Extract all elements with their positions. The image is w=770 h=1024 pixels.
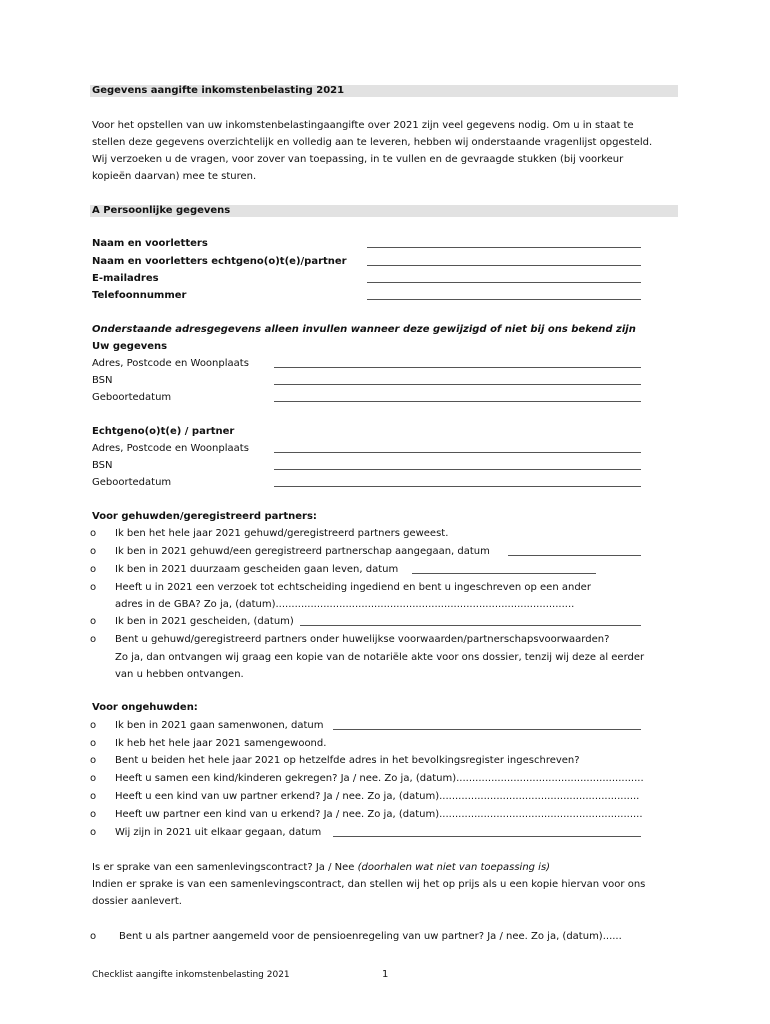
partner-input-adres[interactable] bbox=[274, 452, 641, 453]
intro-line-1: Voor het opstellen van uw inkomstenbelastingaangifte over 2021 zijn veel gegevens nodig. Om u in staat te bbox=[92, 120, 634, 131]
page-number: 1 bbox=[382, 969, 389, 980]
partner-input-bsn[interactable] bbox=[274, 469, 641, 470]
gehuwd-item-4: Heeft u in 2021 een verzoek tot echtscheiding ingediend en bent u ingeschreven op een ander bbox=[115, 582, 591, 593]
gehuwd-heading: Voor gehuwden/geregistreerd partners: bbox=[92, 511, 317, 522]
gehuwd-item-1: Ik ben het hele jaar 2021 gehuwd/geregistreerd partners geweest. bbox=[115, 528, 449, 539]
uw-label-bsn: BSN bbox=[92, 375, 113, 386]
field-input-naam[interactable] bbox=[367, 247, 641, 248]
uw-gegevens-heading: Uw gegevens bbox=[92, 341, 168, 352]
gehuwd-bullet-3: o bbox=[90, 564, 97, 575]
gehuwd-input-datum-gehuwd[interactable] bbox=[508, 555, 641, 556]
uw-label-adres: Adres, Postcode en Woonplaats bbox=[92, 358, 249, 369]
field-label-telefoon: Telefoonnummer bbox=[92, 290, 187, 301]
gehuwd-bullet-4: o bbox=[90, 582, 97, 593]
ongehuwd-input-datum-samenwonen[interactable] bbox=[333, 729, 641, 730]
footer-text: Checklist aangifte inkomstenbelasting 2021 bbox=[92, 970, 290, 980]
pension-question: Bent u als partner aangemeld voor de pensioenregeling van uw partner? Ja / nee. Zo ja, (datum)...... bbox=[119, 931, 622, 942]
field-label-naam-partner: Naam en voorletters echtgeno(o)t(e)/partner bbox=[92, 256, 347, 267]
partner-input-geboortedatum[interactable] bbox=[274, 486, 641, 487]
intro-line-3: Wij verzoeken u de vragen, voor zover van toepassing, in te vullen en de gevraagde stukken (bij voorkeur bbox=[92, 154, 624, 165]
ongehuwd-input-datum-uit-elkaar[interactable] bbox=[333, 836, 641, 837]
ongehuwd-bullet-3: o bbox=[90, 755, 97, 766]
contract-note-2: dossier aanlevert. bbox=[92, 896, 182, 907]
uw-label-geboortedatum: Geboortedatum bbox=[92, 392, 172, 403]
ongehuwd-item-1: Ik ben in 2021 gaan samenwonen, datum bbox=[115, 720, 324, 731]
ongehuwd-bullet-4: o bbox=[90, 773, 97, 784]
field-label-email: E-mailadres bbox=[92, 273, 159, 284]
gehuwd-bullet-2: o bbox=[90, 546, 97, 557]
gehuwd-bullet-5: o bbox=[90, 616, 97, 627]
ongehuwd-bullet-5: o bbox=[90, 791, 97, 802]
ongehuwd-bullet-2: o bbox=[90, 738, 97, 749]
field-input-email[interactable] bbox=[367, 282, 641, 283]
ongehuwd-item-2: Ik heb het hele jaar 2021 samengewoond. bbox=[115, 738, 327, 749]
ongehuwd-item-3: Bent u beiden het hele jaar 2021 op hetzelfde adres in het bevolkingsregister ingeschreven? bbox=[115, 755, 580, 766]
gehuwd-bullet-6: o bbox=[90, 634, 97, 645]
gehuwd-item-2: Ik ben in 2021 gehuwd/een geregistreerd partnerschap aangegaan, datum bbox=[115, 546, 490, 557]
partner-heading: Echtgeno(o)t(e) / partner bbox=[92, 426, 235, 437]
field-input-naam-partner[interactable] bbox=[367, 265, 641, 266]
intro-line-4: kopieën daarvan) mee te sturen. bbox=[92, 171, 257, 182]
partner-label-adres: Adres, Postcode en Woonplaats bbox=[92, 443, 249, 454]
ongehuwd-bullet-7: o bbox=[90, 827, 97, 838]
gehuwd-item-6-note-2: van u hebben ontvangen. bbox=[115, 669, 244, 680]
ongehuwd-bullet-6: o bbox=[90, 809, 97, 820]
uw-input-adres[interactable] bbox=[274, 367, 641, 368]
intro-line-2: stellen deze gegevens overzichtelijk en volledig aan te leveren, hebben wij onderstaande vragenlijst opgesteld. bbox=[92, 137, 653, 148]
partner-label-geboortedatum: Geboortedatum bbox=[92, 477, 172, 488]
gehuwd-item-6-note-1: Zo ja, dan ontvangen wij graag een kopie van de notariële akte voor ons dossier, tenzij wij deze al eerder bbox=[115, 652, 645, 663]
ongehuwd-item-6: Heeft uw partner een kind van u erkend? Ja / nee. Zo ja, (datum)................................................................ bbox=[115, 809, 643, 820]
address-note: Onderstaande adresgegevens alleen invullen wanneer deze gewijzigd of niet bij ons bekend zijn bbox=[92, 324, 636, 335]
ongehuwd-bullet-1: o bbox=[90, 720, 97, 731]
uw-input-bsn[interactable] bbox=[274, 384, 641, 385]
contract-question-hint: (doorhalen wat niet van toepassing is) bbox=[357, 862, 551, 873]
gehuwd-item-4-cont: adres in de GBA? Zo ja, (datum).............................................................................................. bbox=[115, 599, 575, 610]
page-title: Gegevens aangifte inkomstenbelasting 2021 bbox=[92, 85, 345, 96]
field-input-telefoon[interactable] bbox=[367, 299, 641, 300]
gehuwd-input-datum-gescheiden[interactable] bbox=[300, 625, 641, 626]
contract-note-1: Indien er sprake is van een samenlevingscontract, dan stellen wij het op prijs als u een kopie hiervan voor ons bbox=[92, 879, 646, 890]
ongehuwd-item-7: Wij zijn in 2021 uit elkaar gegaan, datum bbox=[115, 827, 322, 838]
gehuwd-input-datum-duurzaam[interactable] bbox=[412, 573, 596, 574]
uw-input-geboortedatum[interactable] bbox=[274, 401, 641, 402]
gehuwd-item-5: Ik ben in 2021 gescheiden, (datum) bbox=[115, 616, 294, 627]
ongehuwd-item-4: Heeft u samen een kind/kinderen gekregen? Ja / nee. Zo ja, (datum)........................................................... bbox=[115, 773, 644, 784]
section-a-heading: A Persoonlijke gegevens bbox=[92, 205, 231, 216]
pension-bullet: o bbox=[90, 931, 97, 942]
contract-question bbox=[92, 861, 550, 874]
ongehuwd-heading: Voor ongehuwden: bbox=[92, 702, 198, 713]
gehuwd-bullet-1: o bbox=[90, 528, 97, 539]
field-label-naam: Naam en voorletters bbox=[92, 238, 208, 249]
contract-question-text: Is er sprake van een samenlevingscontract? Ja / Nee bbox=[92, 862, 358, 873]
gehuwd-item-6: Bent u gehuwd/geregistreerd partners onder huwelijkse voorwaarden/partnerschapsvoorwaarden? bbox=[115, 634, 610, 645]
gehuwd-item-3: Ik ben in 2021 duurzaam gescheiden gaan leven, datum bbox=[115, 564, 399, 575]
ongehuwd-item-5: Heeft u een kind van uw partner erkend? Ja / nee. Zo ja, (datum)............................................................... bbox=[115, 791, 640, 802]
partner-label-bsn: BSN bbox=[92, 460, 113, 471]
